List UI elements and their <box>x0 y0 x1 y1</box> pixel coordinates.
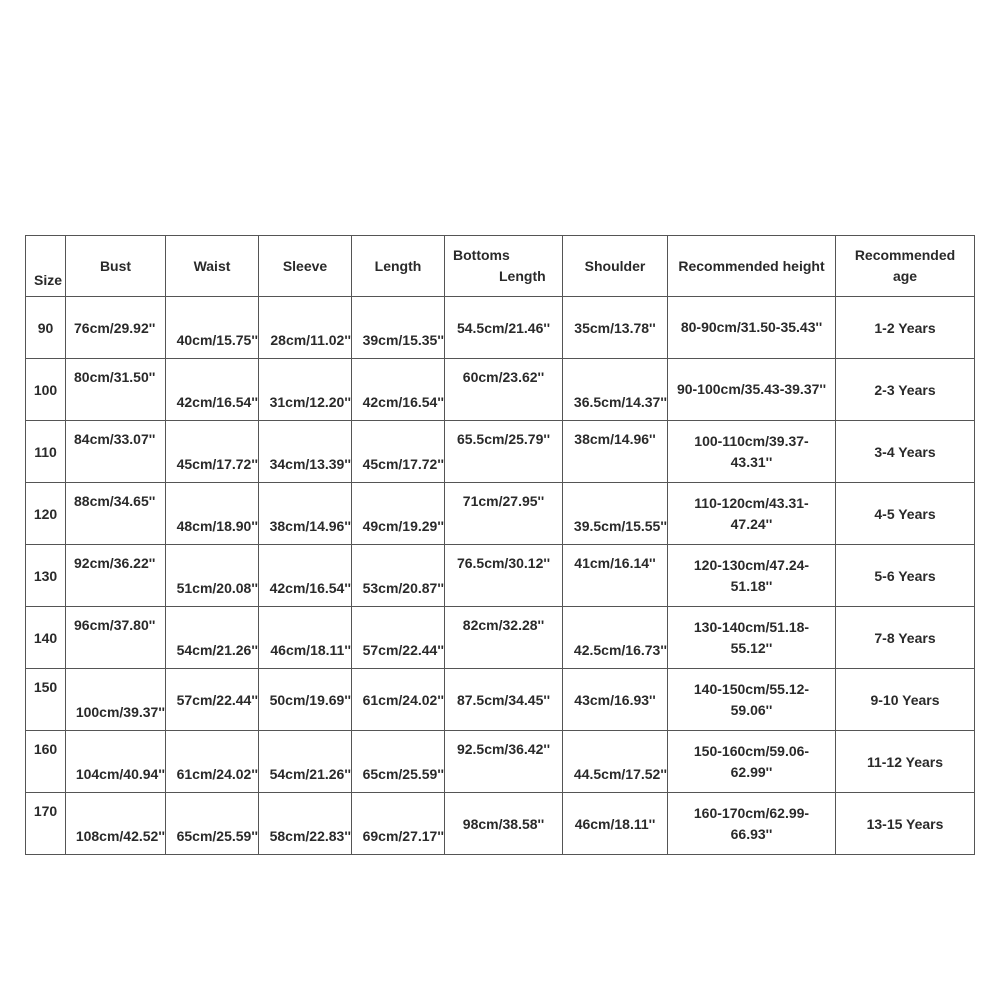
height-line2: 43.31'' <box>730 453 773 470</box>
cell-length: 42cm/16.54'' <box>352 359 445 421</box>
cell-shoulder: 42.5cm/16.73'' <box>563 607 668 669</box>
cell-size: 150 <box>26 669 66 731</box>
cell-length: 49cm/19.29'' <box>352 483 445 545</box>
cell-size: 170 <box>26 793 66 855</box>
cell-recommended-age: 5-6 Years <box>836 545 975 607</box>
cell-length: 39cm/15.35'' <box>352 297 445 359</box>
table-row <box>26 545 975 607</box>
cell-recommended-age: 13-15 Years <box>836 793 975 855</box>
table-row <box>26 607 975 669</box>
cell-sleeve: 58cm/22.83'' <box>259 793 352 855</box>
cell-bust: 76cm/29.92'' <box>66 297 166 359</box>
header-bottoms-line2: Length <box>499 268 546 284</box>
header-recommended-age <box>836 236 975 297</box>
header-length: Length <box>352 236 445 297</box>
header-sleeve: Sleeve <box>259 236 352 297</box>
height-line1: 100-110cm/39.37- <box>694 432 809 449</box>
height-line1: 130-140cm/51.18- <box>693 618 810 635</box>
header-shoulder: Shoulder <box>563 236 668 297</box>
cell-bottoms-length: 92.5cm/36.42'' <box>445 731 563 793</box>
cell-length: 65cm/25.59'' <box>352 731 445 793</box>
cell-shoulder: 39.5cm/15.55'' <box>563 483 668 545</box>
cell-waist: 45cm/17.72'' <box>166 421 259 483</box>
cell-bust: 88cm/34.65'' <box>66 483 166 545</box>
height-line2: 51.18'' <box>730 577 773 594</box>
cell-waist: 48cm/18.90'' <box>166 483 259 545</box>
cell-size: 120 <box>26 483 66 545</box>
cell-waist: 61cm/24.02'' <box>166 731 259 793</box>
cell-sleeve: 38cm/14.96'' <box>259 483 352 545</box>
height-line2: 62.99'' <box>730 763 773 780</box>
cell-recommended-height <box>668 359 836 421</box>
height-line2: 66.93'' <box>730 825 773 842</box>
cell-shoulder: 44.5cm/17.52'' <box>563 731 668 793</box>
cell-sleeve: 28cm/11.02'' <box>259 297 352 359</box>
height-line1: 140-150cm/55.12- <box>693 680 810 697</box>
cell-bust: 96cm/37.80'' <box>66 607 166 669</box>
cell-shoulder: 36.5cm/14.37'' <box>563 359 668 421</box>
header-age-line1: Recommended <box>854 247 956 263</box>
cell-bust: 84cm/33.07'' <box>66 421 166 483</box>
cell-length: 53cm/20.87'' <box>352 545 445 607</box>
cell-bottoms-length: 65.5cm/25.79'' <box>445 421 563 483</box>
cell-shoulder: 38cm/14.96'' <box>563 421 668 483</box>
cell-recommended-height <box>668 297 836 359</box>
size-chart-table <box>25 235 975 855</box>
cell-recommended-age: 7-8 Years <box>836 607 975 669</box>
cell-bust: 80cm/31.50'' <box>66 359 166 421</box>
cell-size: 110 <box>26 421 66 483</box>
cell-bottoms-length: 60cm/23.62'' <box>445 359 563 421</box>
cell-bottoms-length: 87.5cm/34.45'' <box>445 669 563 731</box>
cell-recommended-height <box>668 731 836 793</box>
table-row <box>26 731 975 793</box>
cell-bottoms-length: 71cm/27.95'' <box>445 483 563 545</box>
table-row <box>26 669 975 731</box>
cell-recommended-height <box>668 793 836 855</box>
cell-bottoms-length: 54.5cm/21.46'' <box>445 297 563 359</box>
table-row <box>26 421 975 483</box>
header-recommended-height: Recommended height <box>668 236 836 297</box>
cell-sleeve: 50cm/19.69'' <box>259 669 352 731</box>
cell-waist: 57cm/22.44'' <box>166 669 259 731</box>
table-row <box>26 297 975 359</box>
cell-size: 160 <box>26 731 66 793</box>
height-line1: 120-130cm/47.24- <box>693 556 810 573</box>
cell-bust: 100cm/39.37'' <box>66 669 166 731</box>
cell-size: 130 <box>26 545 66 607</box>
cell-size: 90 <box>26 297 66 359</box>
header-size: Size <box>26 236 66 297</box>
height-line1: 90-100cm/35.43-39.37'' <box>676 381 827 397</box>
header-row <box>26 236 975 297</box>
cell-recommended-age: 9-10 Years <box>836 669 975 731</box>
header-age-line2: age <box>892 268 918 284</box>
cell-recommended-height <box>668 545 836 607</box>
cell-waist: 42cm/16.54'' <box>166 359 259 421</box>
cell-sleeve: 54cm/21.26'' <box>259 731 352 793</box>
cell-size: 140 <box>26 607 66 669</box>
cell-shoulder: 35cm/13.78'' <box>563 297 668 359</box>
cell-waist: 51cm/20.08'' <box>166 545 259 607</box>
height-line2: 59.06'' <box>730 701 773 718</box>
cell-sleeve: 46cm/18.11'' <box>259 607 352 669</box>
cell-bottoms-length: 82cm/32.28'' <box>445 607 563 669</box>
header-bottoms-line1: Bottoms <box>453 247 510 263</box>
cell-recommended-age: 3-4 Years <box>836 421 975 483</box>
cell-waist: 65cm/25.59'' <box>166 793 259 855</box>
cell-recommended-age: 1-2 Years <box>836 297 975 359</box>
cell-bust: 92cm/36.22'' <box>66 545 166 607</box>
cell-sleeve: 31cm/12.20'' <box>259 359 352 421</box>
cell-recommended-age: 11-12 Years <box>836 731 975 793</box>
cell-bottoms-length: 76.5cm/30.12'' <box>445 545 563 607</box>
height-line1: 110-120cm/43.31- <box>694 494 809 511</box>
cell-recommended-age: 2-3 Years <box>836 359 975 421</box>
cell-recommended-height <box>668 483 836 545</box>
height-line2: 47.24'' <box>730 515 773 532</box>
cell-shoulder: 41cm/16.14'' <box>563 545 668 607</box>
cell-shoulder: 43cm/16.93'' <box>563 669 668 731</box>
height-line1: 80-90cm/31.50-35.43'' <box>680 319 823 335</box>
cell-size: 100 <box>26 359 66 421</box>
cell-length: 45cm/17.72'' <box>352 421 445 483</box>
cell-bottoms-length: 98cm/38.58'' <box>445 793 563 855</box>
cell-length: 61cm/24.02'' <box>352 669 445 731</box>
cell-sleeve: 42cm/16.54'' <box>259 545 352 607</box>
cell-shoulder: 46cm/18.11'' <box>563 793 668 855</box>
cell-sleeve: 34cm/13.39'' <box>259 421 352 483</box>
table-row <box>26 483 975 545</box>
cell-waist: 40cm/15.75'' <box>166 297 259 359</box>
table-row <box>26 359 975 421</box>
cell-recommended-height <box>668 669 836 731</box>
cell-length: 57cm/22.44'' <box>352 607 445 669</box>
cell-recommended-height <box>668 421 836 483</box>
cell-bust: 104cm/40.94'' <box>66 731 166 793</box>
header-bottoms-length <box>445 236 563 297</box>
height-line1: 150-160cm/59.06- <box>693 742 810 759</box>
cell-recommended-age: 4-5 Years <box>836 483 975 545</box>
height-line2: 55.12'' <box>730 639 773 656</box>
cell-length: 69cm/27.17'' <box>352 793 445 855</box>
cell-recommended-height <box>668 607 836 669</box>
header-bust: Bust <box>66 236 166 297</box>
cell-waist: 54cm/21.26'' <box>166 607 259 669</box>
header-waist: Waist <box>166 236 259 297</box>
table-row <box>26 793 975 855</box>
cell-bust: 108cm/42.52'' <box>66 793 166 855</box>
height-line1: 160-170cm/62.99- <box>693 804 810 821</box>
